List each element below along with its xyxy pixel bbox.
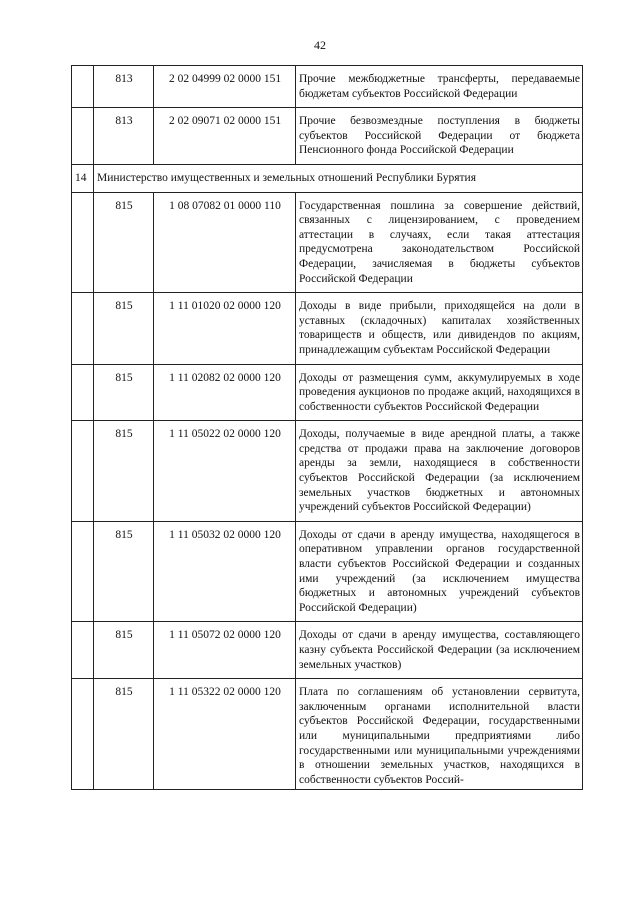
table-row	[72, 192, 583, 293]
admin-code-cell: 813	[94, 108, 154, 165]
description-cell: Государственная пошлина за совершение действий, связанных с лицензированием, с проведением аттестации в случаях, если такая аттестация предусмотрена законодательством Российской Федерации, зачисляемая в бюджеты субъектов Российской Федерации	[296, 192, 583, 293]
table-row	[72, 66, 583, 108]
admin-code-cell: 815	[94, 364, 154, 421]
row-number-cell	[72, 293, 94, 364]
revenue-code-cell: 1 11 05022 02 0000 120	[154, 421, 296, 522]
description-cell: Прочие межбюджетные трансферты, передаваемые бюджетам субъектов Российской Федерации	[296, 66, 583, 108]
row-number-cell	[72, 679, 94, 790]
revenue-codes-table	[71, 65, 583, 790]
description-cell: Доходы от размещения сумм, аккумулируемых в ходе проведения аукционов по продаже акций, находящихся в собственности субъектов Российской Федерации	[296, 364, 583, 421]
revenue-code-cell: 1 11 02082 02 0000 120	[154, 364, 296, 421]
revenue-code-cell: 1 11 05072 02 0000 120	[154, 622, 296, 679]
revenue-code-cell: 2 02 09071 02 0000 151	[154, 108, 296, 165]
row-number-cell	[72, 108, 94, 165]
table-row	[72, 108, 583, 165]
table-row	[72, 622, 583, 679]
admin-code-cell: 815	[94, 679, 154, 790]
row-number-cell	[72, 421, 94, 522]
revenue-code-cell: 1 11 05032 02 0000 120	[154, 521, 296, 622]
table-row	[72, 293, 583, 364]
row-number-cell	[72, 192, 94, 293]
row-number-cell	[72, 622, 94, 679]
admin-code-cell: 815	[94, 622, 154, 679]
description-cell: Доходы от сдачи в аренду имущества, составляющего казну субъекта Российской Федерации (за исключением земельных участков)	[296, 622, 583, 679]
revenue-code-cell: 1 11 05322 02 0000 120	[154, 679, 296, 790]
table-row	[72, 364, 583, 421]
description-cell: Доходы, получаемые в виде арендной платы, а также средства от продажи права на заключение договоров аренды за земли, находящиеся в собственности субъектов Российской Федерации (за исключением земельных участков бюджетных и автономных учреждений субъектов Российской Федерации)	[296, 421, 583, 522]
section-row	[72, 164, 583, 192]
revenue-code-cell: 1 08 07082 01 0000 110	[154, 192, 296, 293]
section-number: 14	[72, 164, 94, 192]
table-row	[72, 421, 583, 522]
row-number-cell	[72, 364, 94, 421]
admin-code-cell: 815	[94, 521, 154, 622]
section-title: Министерство имущественных и земельных отношений Республики Бурятия	[94, 164, 583, 192]
description-cell: Плата по соглашениям об установлении сервитута, заключенным органами исполнительной власти субъектов Российской Федерации, государственными или муниципальными предприятиями либо государственными или муниципальными учреждениями в отношении земельных участков, находящихся в собственности субъектов Россий-	[296, 679, 583, 790]
table-row	[72, 521, 583, 622]
revenue-code-cell: 2 02 04999 02 0000 151	[154, 66, 296, 108]
revenue-code-cell: 1 11 01020 02 0000 120	[154, 293, 296, 364]
admin-code-cell: 815	[94, 293, 154, 364]
page-number: 42	[314, 38, 326, 52]
description-cell: Доходы от сдачи в аренду имущества, находящегося в оперативном управлении органов государственной власти субъектов Российской Федерации и созданных ими учреждений (за исключением имущества бюджетных и автономных учреждений субъектов Российской Федерации)	[296, 521, 583, 622]
row-number-cell	[72, 66, 94, 108]
description-cell: Доходы в виде прибыли, приходящейся на доли в уставных (складочных) капиталах хозяйственных товариществ и обществ, или дивидендов по акциям, принадлежащим субъектам Российской Федерации	[296, 293, 583, 364]
row-number-cell	[72, 521, 94, 622]
admin-code-cell: 813	[94, 66, 154, 108]
admin-code-cell: 815	[94, 192, 154, 293]
table-row	[72, 679, 583, 790]
admin-code-cell: 815	[94, 421, 154, 522]
description-cell: Прочие безвозмездные поступления в бюджеты субъектов Российской Федерации от бюджета Пенсионного фонда Российской Федерации	[296, 108, 583, 165]
